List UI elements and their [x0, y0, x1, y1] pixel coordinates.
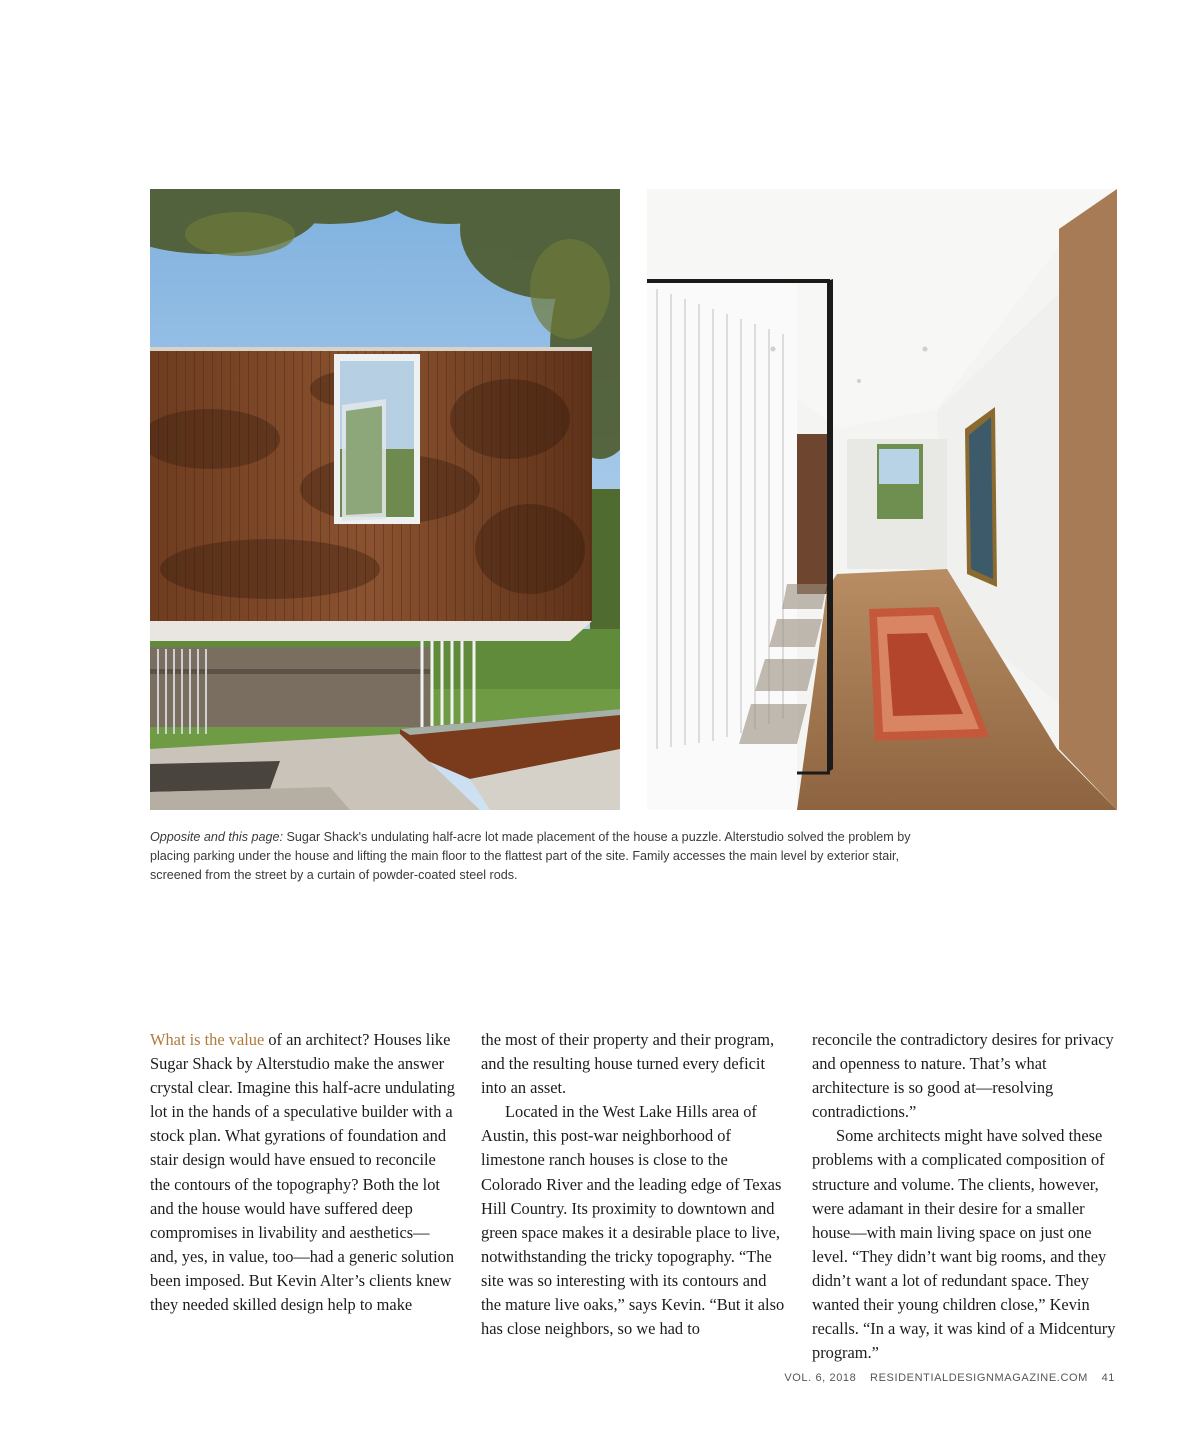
paragraph-text: of an architect? Houses like Sugar Shack by Alterstudio make the answer crystal clear. Imagine this half-acre undulating lot in the hands of a speculative builder with a stock plan. What gyrations of foundation and stair design would have ensued to reconcile the contours of the topography? Both the lot and the house would have suffered deep compromises in livability and aesthetics—and, yes, in value, too—had a generic solution been imposed. But Kevin Alter’s clients knew they needed skilled design help to make	[150, 1030, 455, 1315]
volume-label: VOL. 6, 2018	[784, 1372, 857, 1384]
paragraph: reconcile the contradictory desires for privacy and openness to nature. That’s what architecture is so good at—resolving contradictions.”	[812, 1030, 1114, 1122]
page-footer	[784, 1372, 1115, 1384]
article-column-1	[150, 1028, 456, 1317]
paragraph: Located in the West Lake Hills area of Austin, this post-war neighborhood of limestone ranch houses is close to the Colorado River and the leading edge of Texas Hill Country. Its proximity to downtown and green space makes it a desirable place to live, notwithstanding the tricky topography. “The site was so interesting with its contours and the mature live oaks,” says Kevin. “But it also has close neighbors, so we had to	[481, 1102, 785, 1339]
exterior-photo	[150, 189, 620, 810]
article-column-2	[481, 1028, 787, 1341]
paragraph: Some architects might have solved these problems with a complicated composition of structure and volume. The clients, however, were adamant in their desire for a smaller house—with main living space on just one level. “They didn’t want big rooms, and they didn’t want a lot of redundant space. They wanted their young children close,” Kevin recalls. “In a way, it was kind of a Midcentury program.”	[812, 1126, 1116, 1363]
paragraph: the most of their property and their program, and the resulting house turned every deficit into an asset.	[481, 1030, 775, 1098]
paragraph	[150, 1028, 456, 1317]
page-number: 41	[1101, 1372, 1115, 1384]
kicker: What is the value	[150, 1030, 265, 1049]
website-link[interactable]: RESIDENTIALDESIGNMAGAZINE.COM	[870, 1372, 1088, 1384]
hallway-photo	[647, 189, 1117, 810]
photo-caption	[150, 828, 930, 885]
article-column-3	[812, 1028, 1118, 1365]
caption-lead: Opposite and this page:	[150, 830, 284, 844]
caption-text: Sugar Shack's undulating half-acre lot made placement of the house a puzzle. Alterstudio solved the problem by placing parking under the house and lifting the main floor to the flattest part of the site. Family accesses the main level by exterior stair, screened from the street by a curtain of powder-coated steel rods.	[150, 830, 911, 882]
